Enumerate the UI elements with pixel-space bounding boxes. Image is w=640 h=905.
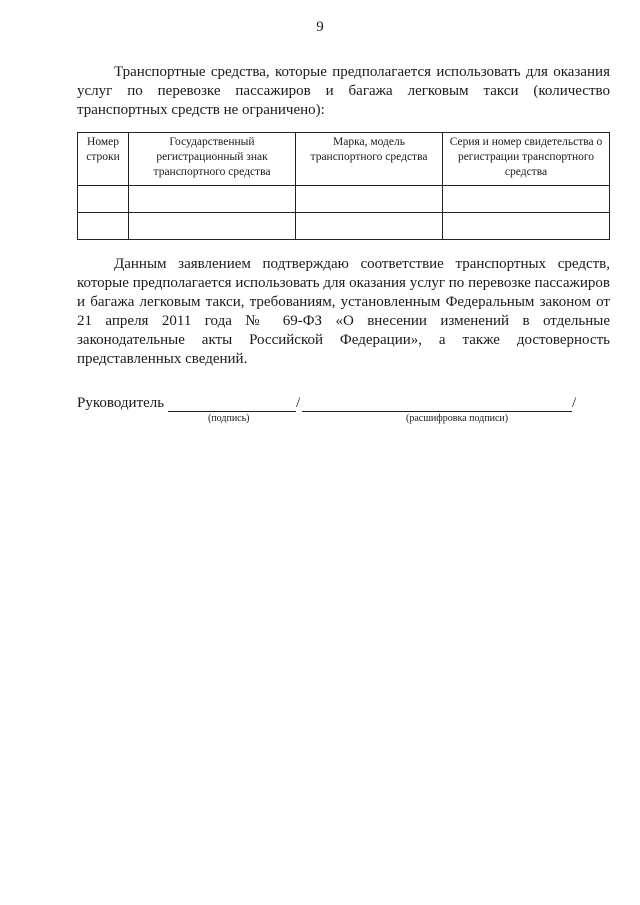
vehicles-table <box>77 132 610 240</box>
intro-paragraph: Транспортные средства, которые предполагается использовать для оказания услуг по перевозке пассажиров и багажа легковым такси (количество транспортных средств не ограничено): <box>77 64 610 118</box>
table-cell <box>129 213 296 240</box>
table-cell <box>78 186 129 213</box>
confirmation-paragraph: Данным заявлением подтверждаю соответствие транспортных средств, которые предполагается использовать для оказания услуг по перевозке пассажиров и багажа легковым такси, требованиям, установленным Федеральным законом от 21 апреля 2011 года № 69-ФЗ «О внесении изменений в отдельные законодательные акты Российской Федерации», а также достоверность представленных сведений. <box>77 256 610 367</box>
header-row-number: Номер строки <box>78 133 129 186</box>
decoding-line <box>302 411 572 412</box>
table-cell <box>78 213 129 240</box>
signature-line <box>168 411 296 412</box>
header-registration-certificate: Серия и номер свидетельства о регистрации транспортного средства <box>443 133 610 186</box>
table-cell <box>129 186 296 213</box>
signature-caption: (подпись) <box>208 413 250 424</box>
table-cell <box>296 186 443 213</box>
header-registration-plate: Государственный регистрационный знак транспортного средства <box>129 133 296 186</box>
decoding-caption: (расшифровка подписи) <box>406 413 509 424</box>
decoding-separator: / <box>572 395 577 411</box>
signature-role-label: Руководитель <box>77 395 165 411</box>
table-cell <box>443 213 610 240</box>
page-number: 9 <box>316 19 324 35</box>
table-row <box>78 213 610 240</box>
header-make-model: Марка, модель транспортного средства <box>296 133 443 186</box>
table-header-row <box>78 133 610 186</box>
table-cell <box>296 213 443 240</box>
table-cell <box>443 186 610 213</box>
table-row <box>78 186 610 213</box>
signature-separator: / <box>296 395 301 411</box>
